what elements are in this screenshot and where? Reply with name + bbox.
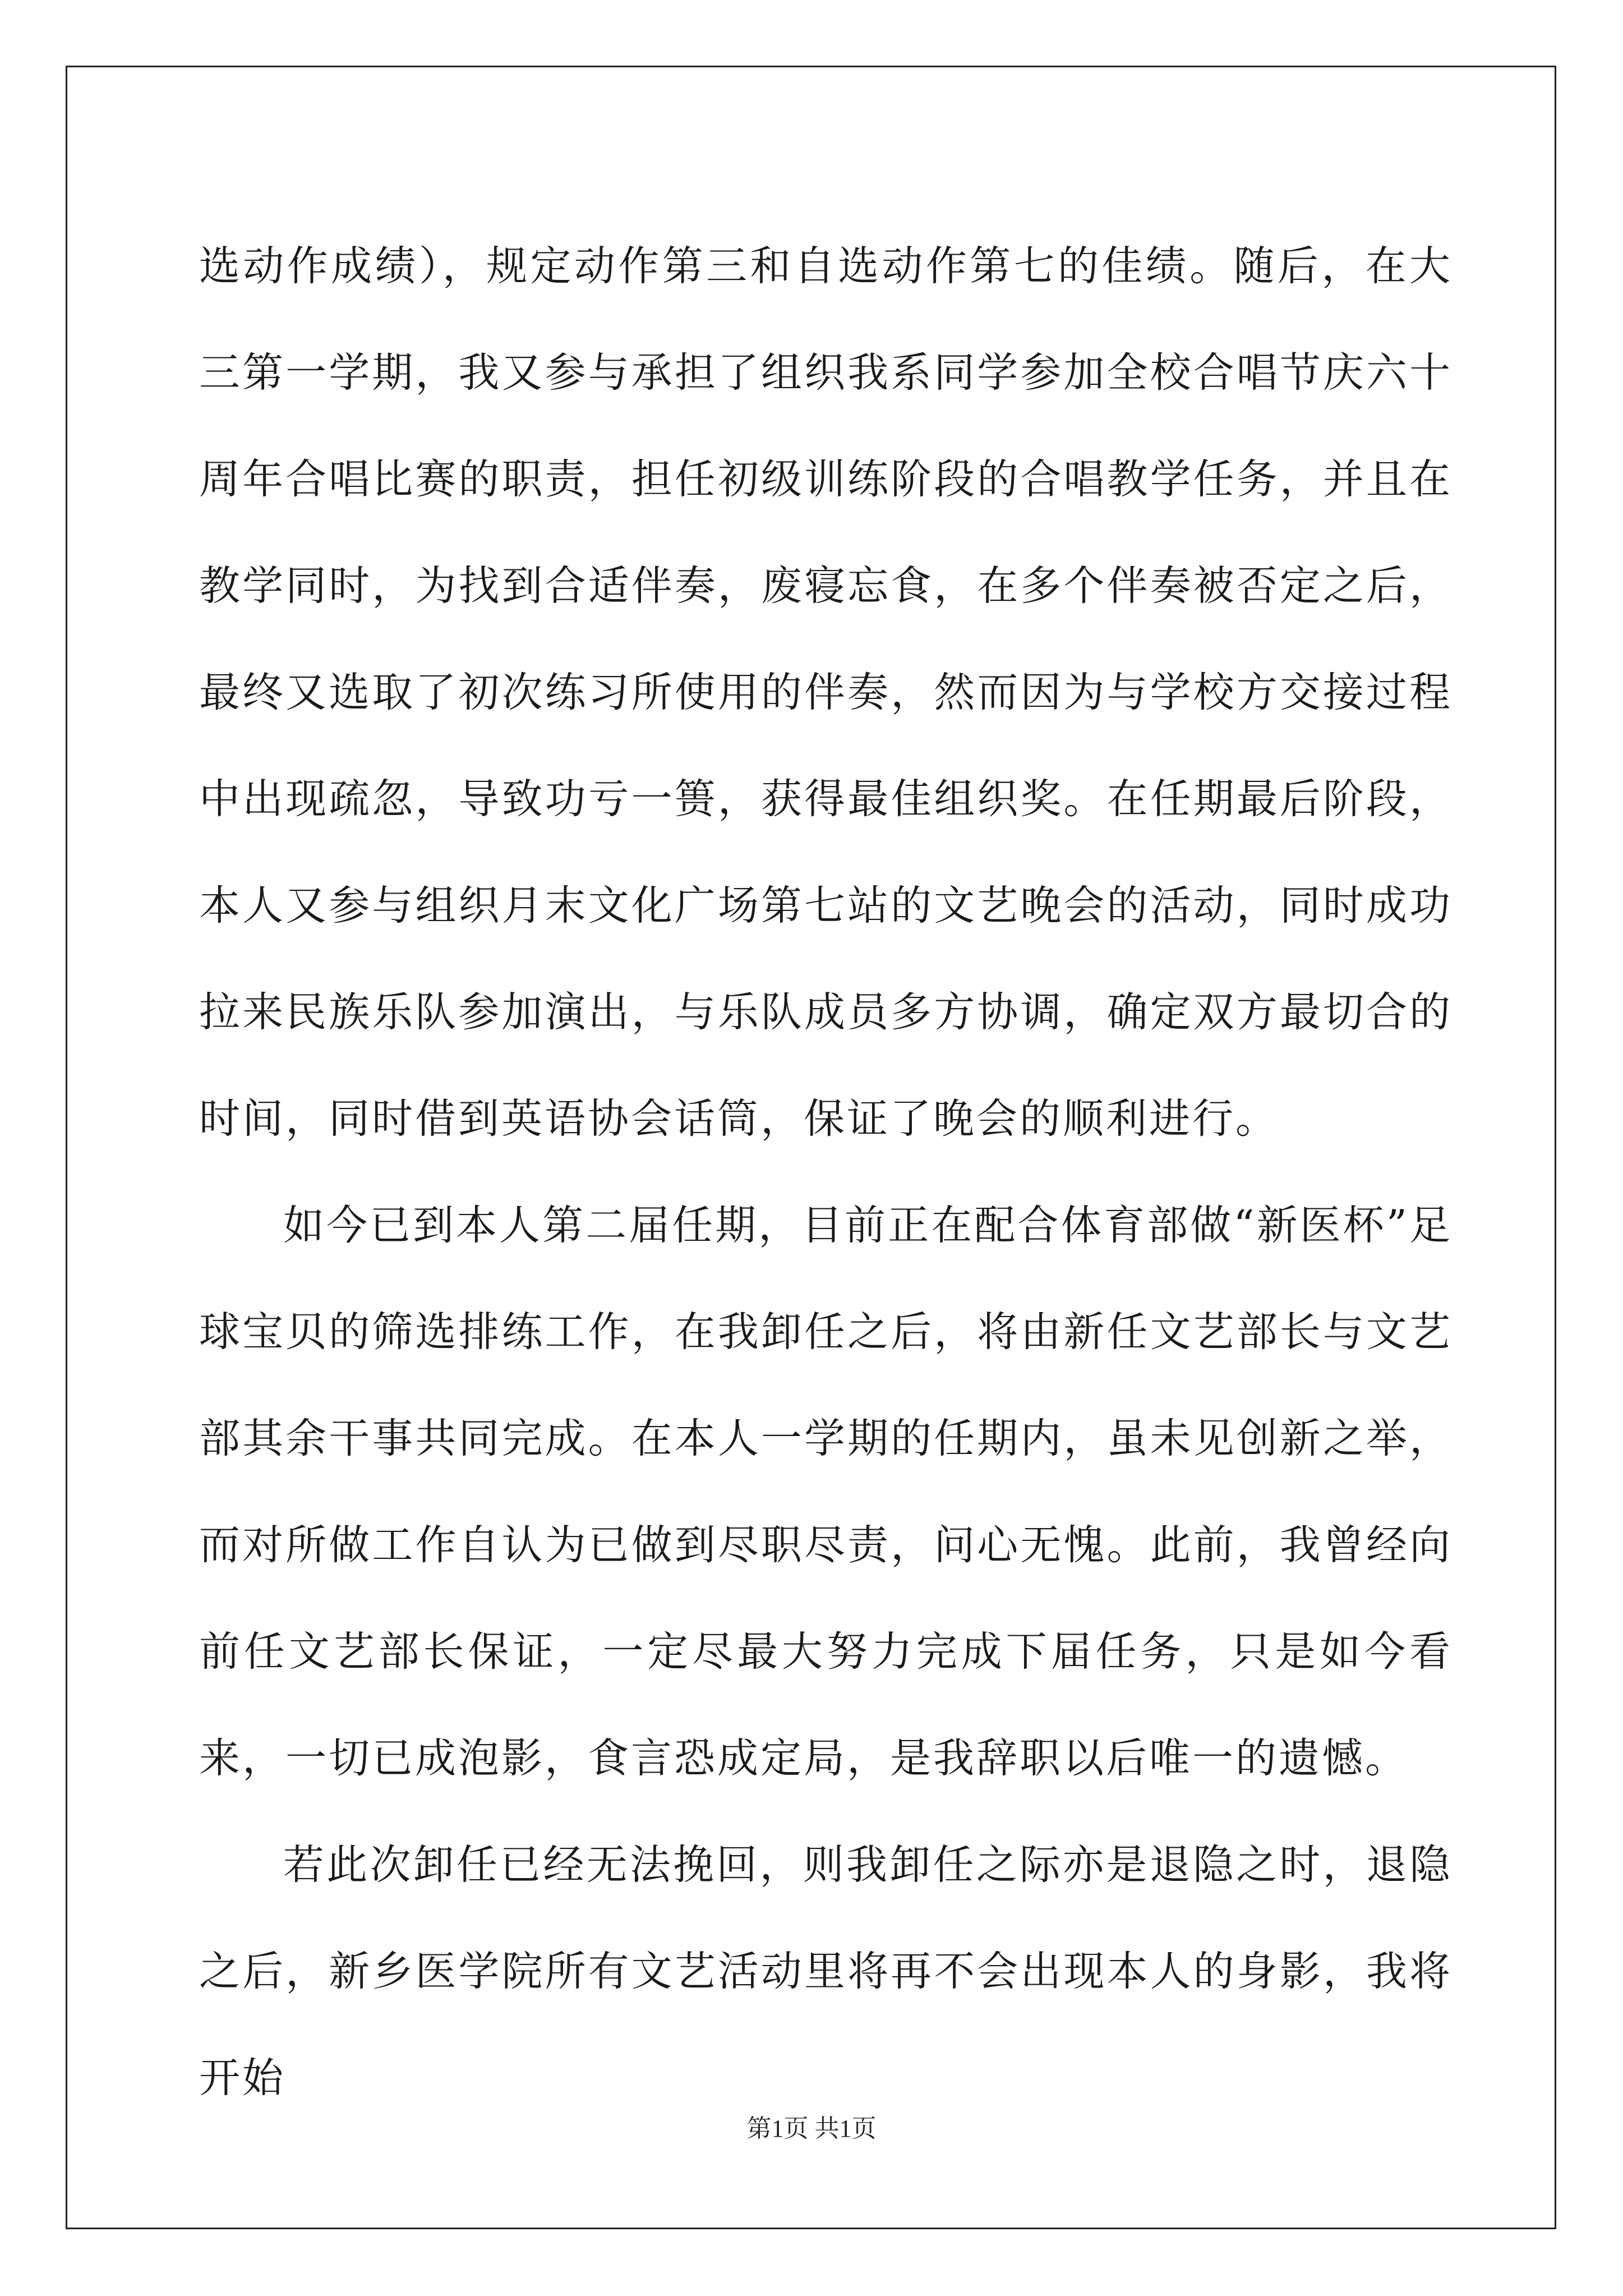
document-body [199, 213, 1453, 2132]
paragraph-resignation: 若此次卸任已经无法挽回，则我卸任之际亦是退隐之时，退隐之后，新乡医学院所有文艺活动里将再不会出现本人的身影，我将开始 [199, 1841, 1453, 2102]
paragraph-second-term: 如今已到本人第二届任期，目前正在配合体育部做“新医杯”足球宝贝的筛选排练工作，在我卸任之后，将由新任文艺部长与文艺部其余干事共同完成。在本人一学期的任期内，虽未见创新之举，而对所做工作自认为已做到尽职尽责，问心无愧。此前，我曾经向前任文艺部长保证，一定尽最大努力完成下届任务，只是如今看来，一切已成泡影，食言恐成定局，是我辞职以后唯一的遗憾。 [199, 1202, 1453, 1782]
paragraph-continuation: 选动作成绩），规定动作第三和自选动作第七的佳绩。随后，在大三第一学期，我又参与承担了组织我系同学参加全校合唱节庆六十周年合唱比赛的职责，担任初级训练阶段的合唱教学任务，并且在教学同时，为找到合适伴奏，废寝忘食，在多个伴奏被否定之后，最终又选取了初次练习所使用的伴奏，然而因为与学校方交接过程中出现疏忽，导致功亏一篑，获得最佳组织奖。在任期最后阶段，本人又参与组织月末文化广场第七站的文艺晚会的活动，同时成功拉来民族乐队参加演出，与乐队成员多方协调，确定双方最切合的时间，同时借到英语协会话筒，保证了晚会的顺利进行。 [199, 242, 1453, 1143]
page-footer: 第1页 共1页 [746, 2115, 877, 2142]
